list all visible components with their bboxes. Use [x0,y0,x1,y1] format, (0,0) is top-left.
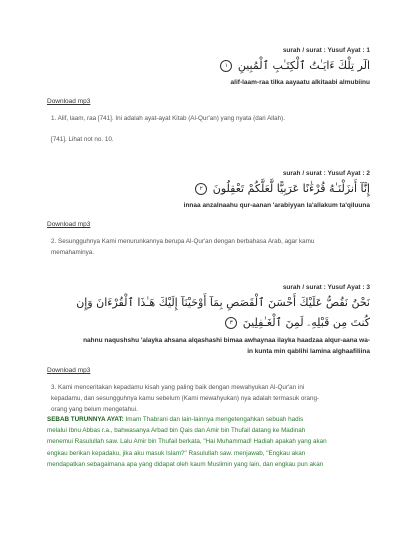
verse-3-translation-line: kepadamu, dan sesungguhnya kamu sebelum (Kami mewahyukan) nya adalah termasuk orang- [51,395,320,402]
verse-2-translation [51,236,369,258]
verse-number-marker-icon: ١ [220,60,232,72]
sebab-line: engkau berikan kepadaku, jika aku masuk Islam?" Rasulullah saw. menjawab, "Engkau akan [47,449,306,457]
sebab-label: SEBAB TURUNNYA AYAT: [47,416,124,423]
verse-1-translation: 1. Alif, laam, raa [741]. Ini adalah ayat-ayat Kitab (Al-Qur'an) yang nyata (dari Allah). [51,115,285,122]
verse-1-header: surah / surat : Yusuf Ayat : 1 [282,47,370,54]
verse-3-arabic-line-1: نَحْنُ نَقُصُّ عَلَيْكَ أَحْسَنَ ٱلْقَصَصِ بِمَآ أَوْحَيْنَآ إِلَيْكَ هَـٰذَا ٱلْقُرْءَانَ وَإِن [76,296,370,309]
verse-2-transliteration: innaa anzalnaahu qur-aanan 'arabiyyan la'allakum ta'qiluuna [183,202,370,209]
verse-3-download-link[interactable]: Download mp3 [47,367,91,374]
verse-3-translation-line: 3. Kami menceritakan kepadamu kisah yang paling baik dengan mewahyukan Al-Qur'an ini [51,384,305,391]
verse-1-arabic-text: الٓر تِلْكَ ءَايَـٰتُ ٱلْكِتَـٰبِ ٱلْمُبِينِ [237,59,370,72]
sebab-line: menemui Rasulullah saw. Lalu Amir bin Thufail berkata, "Hai Muhammad! Hadiah apakah yang akan [47,438,327,446]
verse-number-marker-icon: ٢ [195,183,207,195]
verse-3-transliteration-line-1: nahnu naqushshu 'alayka ahsana alqashashi bimaa awhaynaa ilayka haadzaa alqur-aana wa- [83,337,370,344]
verse-3-arabic-line-2 [223,316,370,330]
verse-1-footnote: [741]. Lihat not no. 10. [51,136,114,143]
sebab-line: melalui Ibnu Abbas r.a., bahwasanya Arbad bin Qais dan Amir bin Thufail datang ke Madinah [47,427,306,435]
verse-1-transliteration: alif-laam-raa tilka aayaatu alkitaabi almubiinu [230,79,370,86]
verse-2-download-link[interactable]: Download mp3 [47,221,91,228]
verse-number-marker-icon: ٣ [225,317,237,329]
verse-2-translation-line: memahaminya. [51,249,95,256]
verse-2-header: surah / surat : Yusuf Ayat : 2 [282,170,370,177]
verse-2-translation-line: 2. Sesungguhnya Kami menurunkannya berupa Al-Qur'an dengan berbahasa Arab, agar kamu [51,238,315,245]
verse-3-translation [51,382,369,415]
verse-2-arabic [193,182,370,195]
sebab-line: mendapatkan sebagaimana apa yang didapat oleh kaum Muslimin yang lain, dan engkau pun akan [47,460,324,468]
sebab-line [47,414,375,425]
sebab-text: Imam Thabrani dan lain-lainnya mengetengahkan sebuah hadis [123,416,304,423]
verse-3-header: surah / surat : Yusuf Ayat : 3 [282,284,370,291]
verse-2-arabic-text: إِنَّآ أَنزَلْنَـٰهُ قُرْءَٰنًا عَرَبِيًّا لَّعَلَّكُمْ تَعْقِلُونَ [212,182,370,195]
sebab-turunnya-ayat [47,414,375,470]
verse-3-translation-line: orang yang belum mengetahui. [51,406,138,413]
verse-1-download-link[interactable]: Download mp3 [47,98,91,105]
verse-1-arabic [218,59,370,72]
verse-3-arabic-text: كُنتَ مِن قَبْلِهِۦ لَمِنَ ٱلْغَـٰفِلِينَ [242,316,370,329]
verse-3-transliteration-line-2: in kunta min qablihi lamina alghaafiliina [247,348,370,355]
